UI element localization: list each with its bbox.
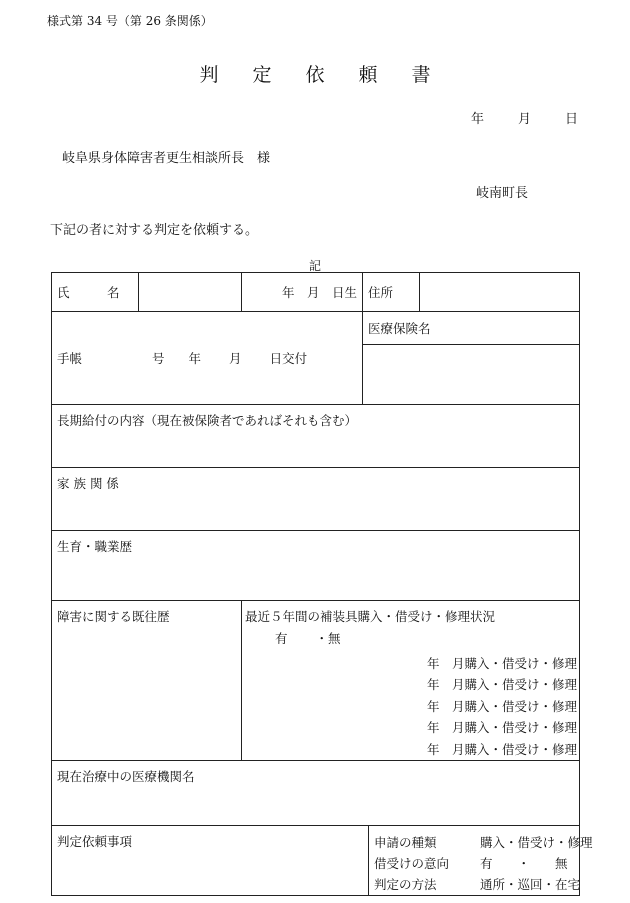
date-year: 年 [470, 112, 484, 127]
date-line [471, 108, 578, 127]
application-type-label: 申請の種類 [374, 835, 437, 851]
equipment-row: 年 月購入・借受け・修理 [427, 720, 578, 736]
equipment-row: 年 月購入・借受け・修理 [427, 677, 578, 693]
history-label: 生育・職業歴 [57, 539, 133, 554]
application-type-value[interactable]: 購入・借受け・修理 [480, 835, 593, 851]
birthdate-field[interactable] [242, 273, 363, 312]
address-label: 住所 [363, 273, 420, 312]
equipment-row: 年 月購入・借受け・修理 [427, 698, 578, 714]
techo-month-unit: 月 [229, 351, 242, 366]
title-char: 頼 [358, 64, 378, 86]
equipment-no: ・無 [315, 631, 341, 646]
lease-intent-value[interactable]: 有 ・ 無 [480, 856, 568, 872]
date-day: 日 [564, 112, 578, 127]
long-term-benefits-label: 長期給付の内容（現在被保険者であればそれも含む） [57, 413, 358, 428]
judgment-items-field[interactable] [52, 826, 369, 896]
form-number: 様式第 34 号（第 26 条関係） [47, 14, 213, 28]
family-field[interactable] [52, 468, 580, 531]
equipment-row: 年 月購入・借受け・修理 [427, 741, 578, 757]
current-medical-field[interactable] [52, 761, 580, 826]
name-label: 氏 名 [52, 273, 139, 312]
techo-year-unit: 年 [188, 351, 202, 366]
judgment-method-value[interactable]: 通所・巡回・在宅 [480, 877, 581, 893]
insurance-field[interactable] [363, 345, 580, 405]
request-form-table [51, 272, 593, 896]
techo-issued-label: 日交付 [269, 351, 308, 366]
lease-intent-label: 借受けの意向 [374, 856, 450, 872]
ki-heading: 記 [308, 259, 321, 273]
equipment-label: 最近５年間の補装具購入・借受け・修理状況 [245, 609, 496, 624]
equipment-row: 年 月購入・借受け・修理 [427, 656, 578, 671]
birthdate-label: 年 月 日生 [282, 285, 358, 300]
title-char: 依 [305, 64, 325, 86]
judgment-details [369, 826, 593, 896]
sender: 岐南町長 [476, 186, 529, 201]
title-char: 定 [252, 64, 272, 86]
title-char: 判 [199, 64, 219, 86]
techo-field[interactable] [52, 312, 363, 405]
techo-number-unit: 号 [152, 351, 165, 366]
current-medical-label: 現在治療中の医療機関名 [57, 769, 195, 785]
recipient: 岐阜県身体障害者更生相談所長 様 [62, 151, 271, 166]
family-label: 家 族 関 係 [57, 476, 119, 491]
request-text: 下記の者に対する判定を依頼する。 [50, 223, 259, 238]
disability-history-label: 障害に関する既往歴 [57, 609, 170, 624]
judgment-method-label: 判定の方法 [374, 877, 437, 893]
techo-label: 手帳 [57, 351, 83, 366]
equipment-field[interactable] [242, 601, 580, 761]
long-term-benefits-field[interactable] [52, 405, 580, 468]
title-char: 書 [411, 64, 431, 86]
history-field[interactable] [52, 531, 580, 601]
judgment-items-label: 判定依頼事項 [57, 834, 133, 850]
document-title [0, 60, 630, 87]
equipment-yes: 有 [275, 631, 288, 646]
date-month: 月 [517, 112, 531, 127]
name-field[interactable] [139, 273, 242, 312]
insurance-label: 医療保険名 [363, 312, 580, 345]
disability-history-field[interactable] [52, 601, 242, 761]
address-field[interactable] [420, 273, 580, 312]
